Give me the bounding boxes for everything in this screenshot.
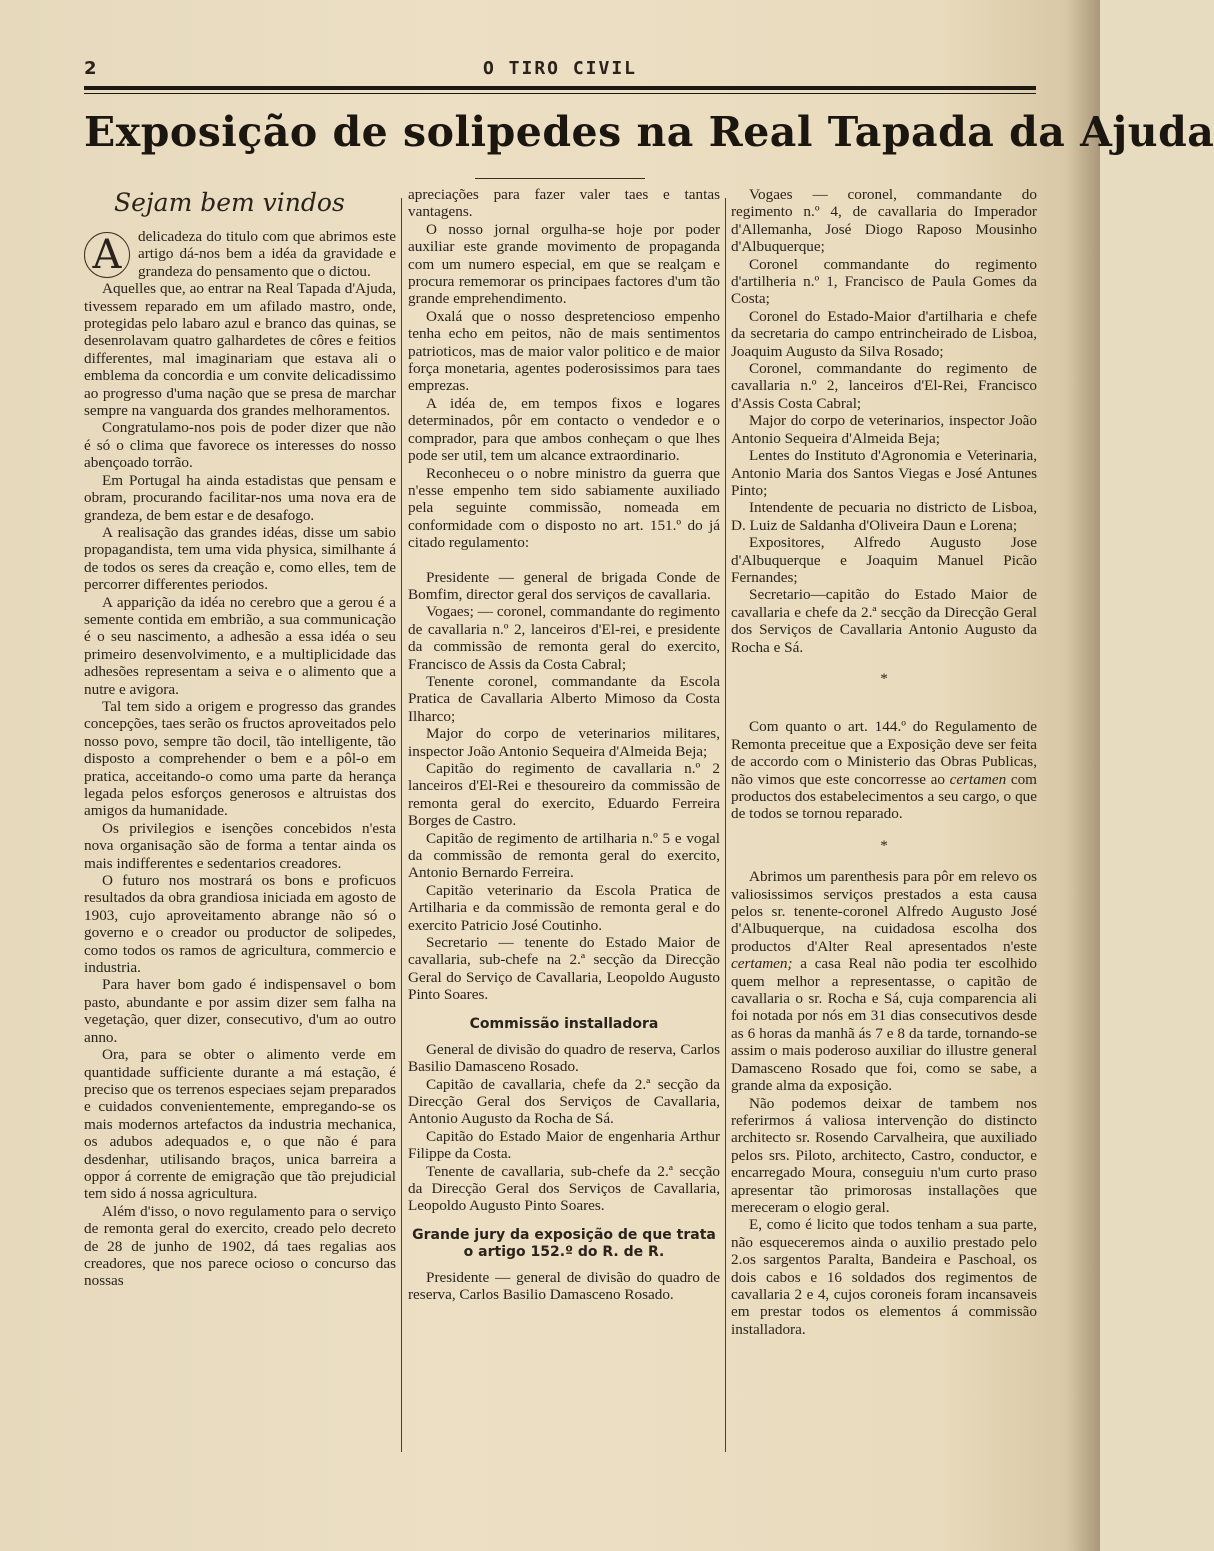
paragraph: Oxalá que o nosso despretencioso empenho tenha echo em peitos, não de mais sentimentos patrioticos, mas de maior valor politico e de maior força monetaria, agentes poderosissimos para taes emprezas.: [408, 307, 720, 395]
paragraph: Vogaes; — coronel, commandante do regimento de cavallaria n.º 2, lanceiros d'El-rei, e presidente da commissão de remonta geral do exercito, Francisco de Assis da Costa Cabral;: [408, 603, 720, 673]
paragraph: Lentes do Instituto d'Agronomia e Veterinaria, Antonio Maria dos Santos Viegas e José Antunes Pinto;: [731, 447, 1037, 499]
column-2: [408, 186, 720, 1304]
italic-term: certamen;: [731, 955, 793, 973]
paragraph: A idéa de, em tempos fixos e logares determinados, pôr em contacto o vendedor e o comprador, para que ambos conheçam o que lhes pode ser util, tem um alcance extraordinario.: [408, 394, 720, 465]
paragraph: E, como é licito que todos tenham a sua parte, não esqueceremos ainda o auxilio prestado pelo 2.os sargentos Paralta, Bandeira e Paschoal, os dois cabos e 16 soldados dos regimentos de cavallaria 2 e 4, cujos coroneis foram incansaveis em prestar todos os elementos á commissão installadora.: [731, 1216, 1037, 1338]
paragraph: Coronel do Estado-Maior d'artilharia e chefe da secretaria do campo entrincheirado de Lisboa, Joaquim Augusto da Silva Rosado;: [731, 307, 1037, 360]
paragraph: Os privilegios e isenções concebidos n'esta nova organisação são de forma a tentar ainda os mais indifferentes e sedentarios creadores.: [84, 819, 396, 872]
paragraph: Capitão do Estado Maior de engenharia Arthur Filippe da Costa.: [408, 1127, 720, 1163]
column-divider: [401, 198, 402, 1452]
paragraph-text: Com quanto o art. 144.º do Regulamento de Remonta preceitue que a Exposição deve ser feita de accordo com o Ministerio das Obras Publicas, não vimos que este concorresse ao: [731, 718, 1037, 788]
spacer: [731, 701, 1037, 718]
paragraph: Capitão do regimento de cavallaria n.º 2 lanceiros d'El-Rei e thesoureiro da commissão de remonta geral do exercito, Eduardo Ferreira Borges de Castro.: [408, 760, 720, 830]
paragraph: Tenente de cavallaria, sub-chefe da 2.ª secção da Direcção Geral dos Serviços de Cavallaria, Leopoldo Augusto Pinto Soares.: [408, 1162, 720, 1215]
paragraph: Vogaes — coronel, commandante do regimento n.º 4, de cavallaria do Imperador d'Allemanha, José Diogo Raposo Mousinho d'Albuquerque;: [731, 186, 1037, 256]
paragraph: [731, 868, 1037, 1094]
paragraph: Major do corpo de veterinarios militares, inspector João Antonio Sequeira d'Almeida Beja;: [408, 725, 720, 760]
paragraph: Em Portugal ha ainda estadistas que pensam e obram, procurando facilitar-nos uma nova era de grandeza, de bem estar e de desafogo.: [84, 471, 396, 524]
italic-term: certamen: [949, 770, 1007, 788]
paragraph: Tal tem sido a origem e progresso das grandes concepções, taes serão os fructos aproveitados pelo nosso povo, sempre tão docil, tão intelligente, tão disposto a comprehender o bem e a pôl-o em pratica, acceitando-o como uma parte da herança legada pelos esforços generosos e altruistas dos amigos da humanidade.: [84, 697, 396, 820]
paragraph-text: Abrimos um parenthesis para pôr em relevo os valiosissimos serviços prestados a esta causa pelos sr. tenente-coronel Alfredo Augusto José d'Albuquerque, na cuidadosa escolha dos productos d'Alter Real apresentados n'este: [731, 868, 1037, 955]
header-rule-thick: [84, 86, 1036, 90]
paragraph: Congratulamo-nos pois de poder dizer que não é só o clima que favorece os interesses do nosso abençoado torrão.: [84, 419, 396, 472]
paragraph: Capitão veterinario da Escola Pratica de Artilharia e da commissão de remonta geral e do exercito Patricio José Coutinho.: [408, 881, 720, 934]
paragraph-text: com productos dos estabelecimentos a seu cargo, o que de todos se tornou reparado.: [731, 770, 1037, 823]
drop-cap: A: [84, 232, 130, 278]
subheading-grande-jury: Grande jury da exposição de que trata o artigo 152.º do R. de R.: [412, 1226, 716, 1260]
masthead: O TIRO CIVIL: [482, 58, 638, 79]
section-title: Sejam bem vindos: [114, 188, 345, 217]
paragraph: apreciações para fazer valer taes e tantas vantagens.: [408, 186, 720, 221]
paragraph: [731, 718, 1037, 822]
paragraph: [84, 228, 396, 280]
section-asterisk: *: [880, 836, 888, 854]
paragraph: Além d'isso, o novo regulamento para o serviço de remonta geral do exercito, creado pelo decreto de 28 de junho de 1902, dá taes regalias aos creadores, que nos parece ocioso o concurso das nossas: [84, 1202, 396, 1290]
spacer: [408, 552, 720, 569]
paragraph: Ora, para se obter o alimento verde em quantidade sufficiente durante a má estação, é preciso que os terrenos especiaes sejam preparados e cuidados convenientemente, empregando-se os mais modernos artefactos da industria mechanica, os adubos adequados e, o que não é para desdenhar, utilisando braços, unica barreira a oppor á corrente de emigração que tão prejudicial tem sido á nossa agricultura.: [84, 1046, 396, 1203]
paragraph: Reconheceu o o nobre ministro da guerra que n'esse empenho tem sido sabiamente auxiliado pela seguinte commissão, nomeada em conformidade com o disposto no art. 151.º do já citado regulamento:: [408, 464, 720, 552]
paragraph: General de divisão do quadro de reserva, Carlos Basilio Damasceno Rosado.: [408, 1040, 720, 1076]
paragraph: Coronel, commandante do regimento de cavallaria n.º 2, lanceiros d'El-Rei, Francisco d'Assis Costa Cabral;: [731, 360, 1037, 412]
section-asterisk: *: [880, 669, 888, 687]
header-rule-thin: [84, 93, 1036, 94]
paragraph: Capitão de regimento de artilharia n.º 5 e vogal da commissão de remonta geral do exercito, Antonio Bernardo Ferreira.: [408, 829, 720, 882]
paragraph: O futuro nos mostrará os bons e proficuos resultados da obra grandiosa iniciada em agosto de 1903, cujo aproveitamento abrange não só o governo e o creador ou productor de solipedes, como todos os ramos de agricultura, commercio e industria.: [84, 872, 396, 977]
paragraph: A apparição da idéa no cerebro que a gerou é a semente contida em embrião, a sua communicação é o seu nascimento, a adhesão a essa idéa o seu primeiro desenvolvimento, e a multiplicidade das adhesões representam a seiva e o alimento que a nutre e avigora.: [84, 593, 396, 698]
subheading-commissao-installadora: Commissão installadora: [469, 1015, 659, 1032]
paragraph: Para haver bom gado é indispensavel o bom pasto, abundante e por assim dizer sem falha na vegetação, quer dizer, consecutivo, d'um ao outro anno.: [84, 976, 396, 1046]
paragraph-text: a casa Real não podia ter escolhido quem melhor a representasse, o capitão de cavallaria o sr. Rocha e Sá, cuja comparencia ali foi notada por nós em 31 dias consecutivos desde as 6 horas da manhã ás 7 e 8 da tarde, tornando-se assim o mais poderoso auxiliar do illustre general Damasceno Rosado que foi, como se sabe, a grande alma da exposição.: [731, 955, 1037, 1095]
paragraph: A realisação das grandes idéas, disse um sabio propagandista, tem uma vida physica, similhante á de todos os seres da creação e, como elles, tem de percorrer differentes periodos.: [84, 523, 396, 594]
paragraph: Capitão de cavallaria, chefe da 2.ª secção da Direcção Geral dos Serviços de Cavallaria, Antonio Augusto da Rocha de Sá.: [408, 1075, 720, 1128]
article-headline: Exposição de solipedes na Real Tapada da Ajuda: [84, 108, 1214, 156]
paragraph: Aquelles que, ao entrar na Real Tapada d'Ajuda, tivessem reparado em um afilado mastro, onde, protegidas pelo labaro azul e branco das quinas, se desenrolavam quatro galhardetes de côres e feitios differentes, mal imaginariam que estava ali o emblema da concordia e um convite delicadissimo ao progresso d'uma nação que se presa de marchar sempre na vanguarda dos grandes melhoramentos.: [84, 280, 396, 420]
paragraph: Presidente — general de divisão do quadro de reserva, Carlos Basilio Damasceno Rosado.: [408, 1268, 720, 1304]
paragraph: O nosso jornal orgulha-se hoje por poder auxiliar este grande movimento de propaganda com um numero especial, em que se realçam e procura rememorar os principaes factores d'um tão grande emprehendimento.: [408, 220, 720, 308]
paragraph: Intendente de pecuaria no districto de Lisboa, D. Luiz de Saldanha d'Oliveira Daun e Lorena;: [731, 499, 1037, 534]
paragraph: Secretario—capitão do Estado Maior de cavallaria e chefe da 2.ª secção da Direcção Geral dos Serviços de Cavallaria Antonio Augusto da Rocha e Sá.: [731, 586, 1037, 656]
paragraph: Secretario — tenente do Estado Maior de cavallaria, sub-chefe na 2.ª secção da Direcção Geral do Serviço de Cavallaria, Leopoldo Augusto Pinto Soares.: [408, 934, 720, 1004]
paragraph: Tenente coronel, commandante da Escola Pratica de Cavallaria Alberto Mimoso da Costa Ilharco;: [408, 672, 720, 725]
paragraph: Expositores, Alfredo Augusto Jose d'Albuquerque e Joaquim Manuel Picão Fernandes;: [731, 534, 1037, 586]
headline-divider: [475, 178, 645, 179]
paragraph: Presidente — general de brigada Conde de Bomfim, director geral dos serviços de cavallaria.: [408, 568, 720, 603]
column-1: [84, 186, 396, 1290]
paragraph: Coronel commandante do regimento d'artilheria n.º 1, Francisco de Paula Gomes da Costa;: [731, 255, 1037, 308]
running-head: [84, 58, 1036, 82]
paragraph: Major do corpo de veterinarios, inspector João Antonio Sequeira d'Almeida Beja;: [731, 412, 1037, 447]
page-number: 2: [84, 58, 97, 79]
column-3: [731, 186, 1037, 1338]
paragraph-text: delicadeza do titulo com que abrimos este artigo dá-nos bem a idéa da gravidade e grandeza do pensamento que o dictou.: [138, 228, 396, 280]
paragraph: Não podemos deixar de tambem nos referirmos á valiosa intervenção do distincto architecto sr. Rosendo Carvalheira, que auxiliado pelos srs. Piloto, architecto, Castro, conductor, e encarregado Moura, conseguiu n'um curto praso apresentar tão primorosas installações que mereceram o elogio geral.: [731, 1094, 1037, 1216]
column-divider: [725, 198, 726, 1452]
